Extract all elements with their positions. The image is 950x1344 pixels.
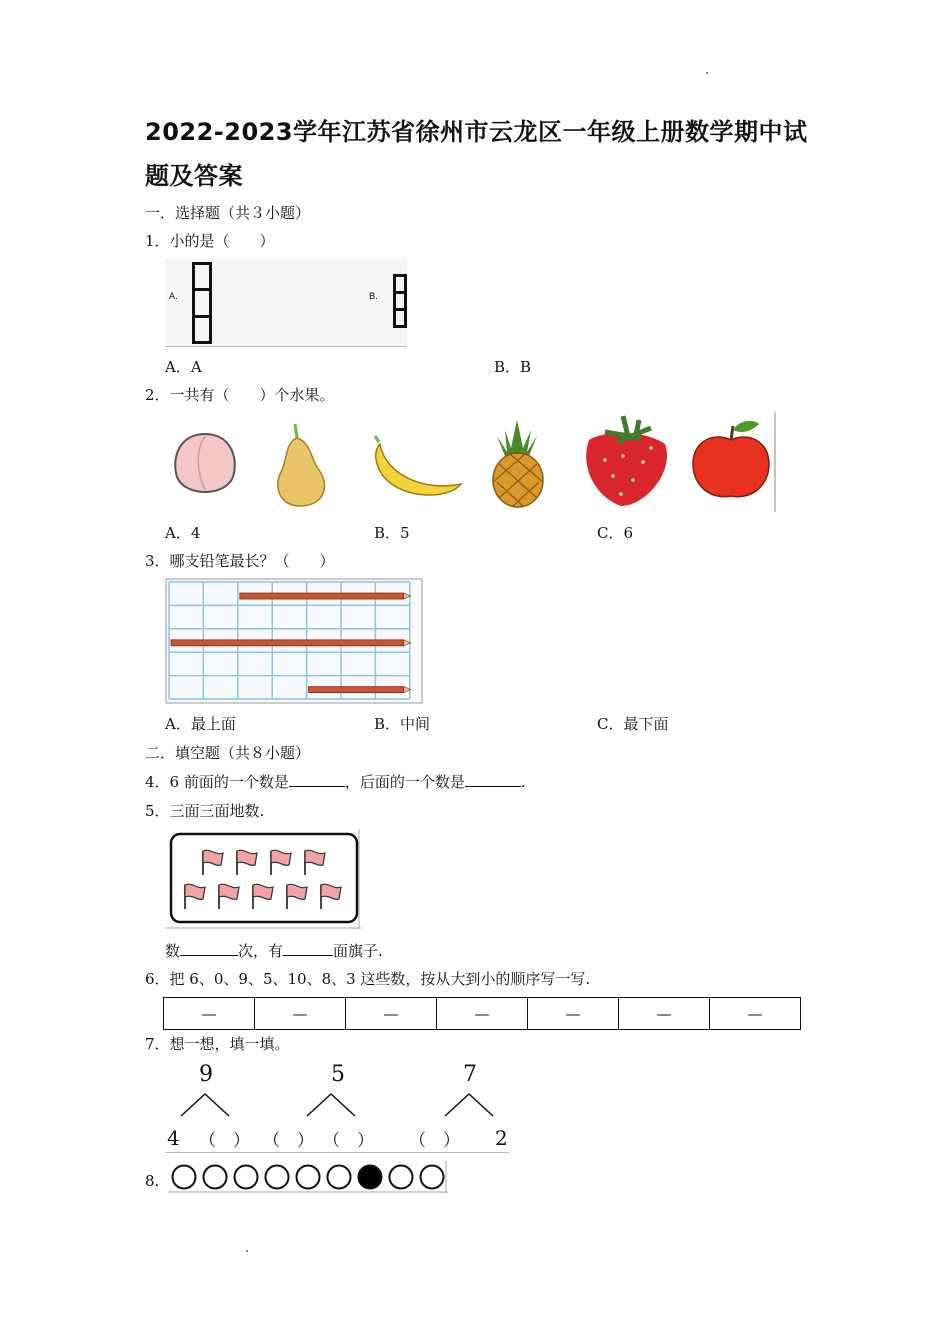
empty-circle bbox=[297, 1166, 320, 1189]
flags-figure bbox=[165, 829, 361, 929]
order-cell[interactable]: — bbox=[437, 998, 528, 1030]
order-cell[interactable]: — bbox=[619, 998, 710, 1030]
fruit-row bbox=[165, 412, 777, 512]
q5-blank-flags[interactable] bbox=[283, 940, 333, 956]
page-title: 2022-2023学年江苏省徐州市云龙区一年级上册数学期中试题及答案 bbox=[145, 118, 808, 190]
pencil-middle bbox=[171, 640, 411, 646]
peach-icon bbox=[175, 434, 235, 492]
tall-block-stack bbox=[192, 262, 212, 344]
q1-option-a[interactable]: A．A bbox=[165, 358, 202, 376]
order-cell[interactable]: — bbox=[528, 998, 619, 1030]
question-3-stem: 3．哪支铅笔最长？（ ） bbox=[145, 552, 335, 570]
question-5-answer-line bbox=[165, 940, 383, 962]
empty-circle bbox=[328, 1166, 351, 1189]
tree-branches bbox=[165, 1060, 509, 1152]
question-6-stem: 6．把 6、0、9、5、10、8、3 这些数，按从大到小的顺序写一写. bbox=[145, 970, 591, 988]
question-4 bbox=[145, 771, 526, 793]
banana-icon bbox=[375, 436, 461, 495]
q5-blank-times[interactable] bbox=[180, 940, 238, 956]
q4-text-1: 4．6 前面的一个数是 bbox=[145, 773, 289, 791]
scan-dot bbox=[706, 72, 708, 74]
order-cell[interactable]: — bbox=[255, 998, 346, 1030]
order-cell[interactable]: — bbox=[346, 998, 437, 1030]
q4-text-3: . bbox=[520, 773, 526, 791]
empty-circle bbox=[204, 1166, 227, 1189]
section-2-heading: 二．填空题（共８小题） bbox=[145, 744, 311, 762]
pencil-grid bbox=[165, 578, 423, 704]
tree-2-top: 5 bbox=[331, 1062, 345, 1087]
q1-option-b[interactable]: B．B bbox=[494, 358, 532, 376]
question-1-figure bbox=[165, 258, 407, 347]
tree-1-left: 4 bbox=[167, 1126, 180, 1150]
filled-circle bbox=[359, 1166, 382, 1189]
short-block-stack bbox=[393, 274, 407, 328]
question-1-stem: 1．小的是（ ） bbox=[145, 232, 275, 250]
tree-2-right-blank[interactable]: （ ） bbox=[323, 1131, 374, 1151]
q4-text-2: ，后面的一个数是 bbox=[344, 773, 465, 791]
number-trees bbox=[165, 1060, 509, 1153]
q2-option-a[interactable]: A．4 bbox=[165, 524, 201, 542]
empty-circle bbox=[173, 1166, 196, 1189]
q3-option-b[interactable]: B．中间 bbox=[374, 715, 431, 733]
q2-option-c[interactable]: C．6 bbox=[597, 524, 634, 542]
empty-circle bbox=[390, 1166, 413, 1189]
question-8-stem: 8. bbox=[145, 1172, 160, 1190]
q5-text-1: 数 bbox=[165, 942, 181, 960]
pencil-bottom bbox=[309, 687, 411, 693]
tree-1-top: 9 bbox=[199, 1062, 213, 1087]
q4-blank-before[interactable] bbox=[289, 771, 345, 787]
scan-dot bbox=[246, 1250, 248, 1252]
empty-circle bbox=[266, 1166, 289, 1189]
pencil-top bbox=[240, 593, 411, 599]
circle-row bbox=[168, 1161, 448, 1193]
tree-3-left-blank[interactable]: （ ） bbox=[409, 1131, 460, 1151]
q5-text-2: 次，有 bbox=[238, 942, 284, 960]
pear-icon bbox=[278, 424, 325, 506]
empty-circle bbox=[235, 1166, 258, 1189]
pineapple-icon bbox=[493, 420, 543, 507]
tree-3-right: 2 bbox=[495, 1126, 508, 1150]
q3-option-c[interactable]: C．最下面 bbox=[597, 715, 669, 733]
apple-icon bbox=[693, 421, 769, 497]
strawberry-icon bbox=[586, 416, 667, 506]
q5-text-3: 面旗子. bbox=[333, 942, 383, 960]
empty-circle bbox=[421, 1166, 444, 1189]
order-table bbox=[163, 997, 801, 1030]
section-1-heading: 一．选择题（共３小题） bbox=[145, 204, 311, 222]
figure-label-b: B. bbox=[369, 292, 379, 302]
question-2-stem: 2．一共有（ ）个水果。 bbox=[145, 386, 335, 404]
order-cell[interactable]: — bbox=[710, 998, 801, 1030]
question-5-stem: 5．三面三面地数. bbox=[145, 802, 265, 820]
tree-3-top: 7 bbox=[463, 1062, 477, 1087]
q2-option-b[interactable]: B．5 bbox=[374, 524, 410, 542]
figure-label-a: A. bbox=[169, 292, 178, 302]
order-cell[interactable]: — bbox=[164, 998, 255, 1030]
q3-option-a[interactable]: A．最上面 bbox=[165, 715, 236, 733]
tree-1-right-blank[interactable]: （ ） bbox=[199, 1131, 250, 1151]
q4-blank-after[interactable] bbox=[465, 771, 521, 787]
question-7-stem: 7．想一想，填一填。 bbox=[145, 1035, 290, 1053]
tree-2-left-blank[interactable]: （ ） bbox=[263, 1131, 314, 1151]
